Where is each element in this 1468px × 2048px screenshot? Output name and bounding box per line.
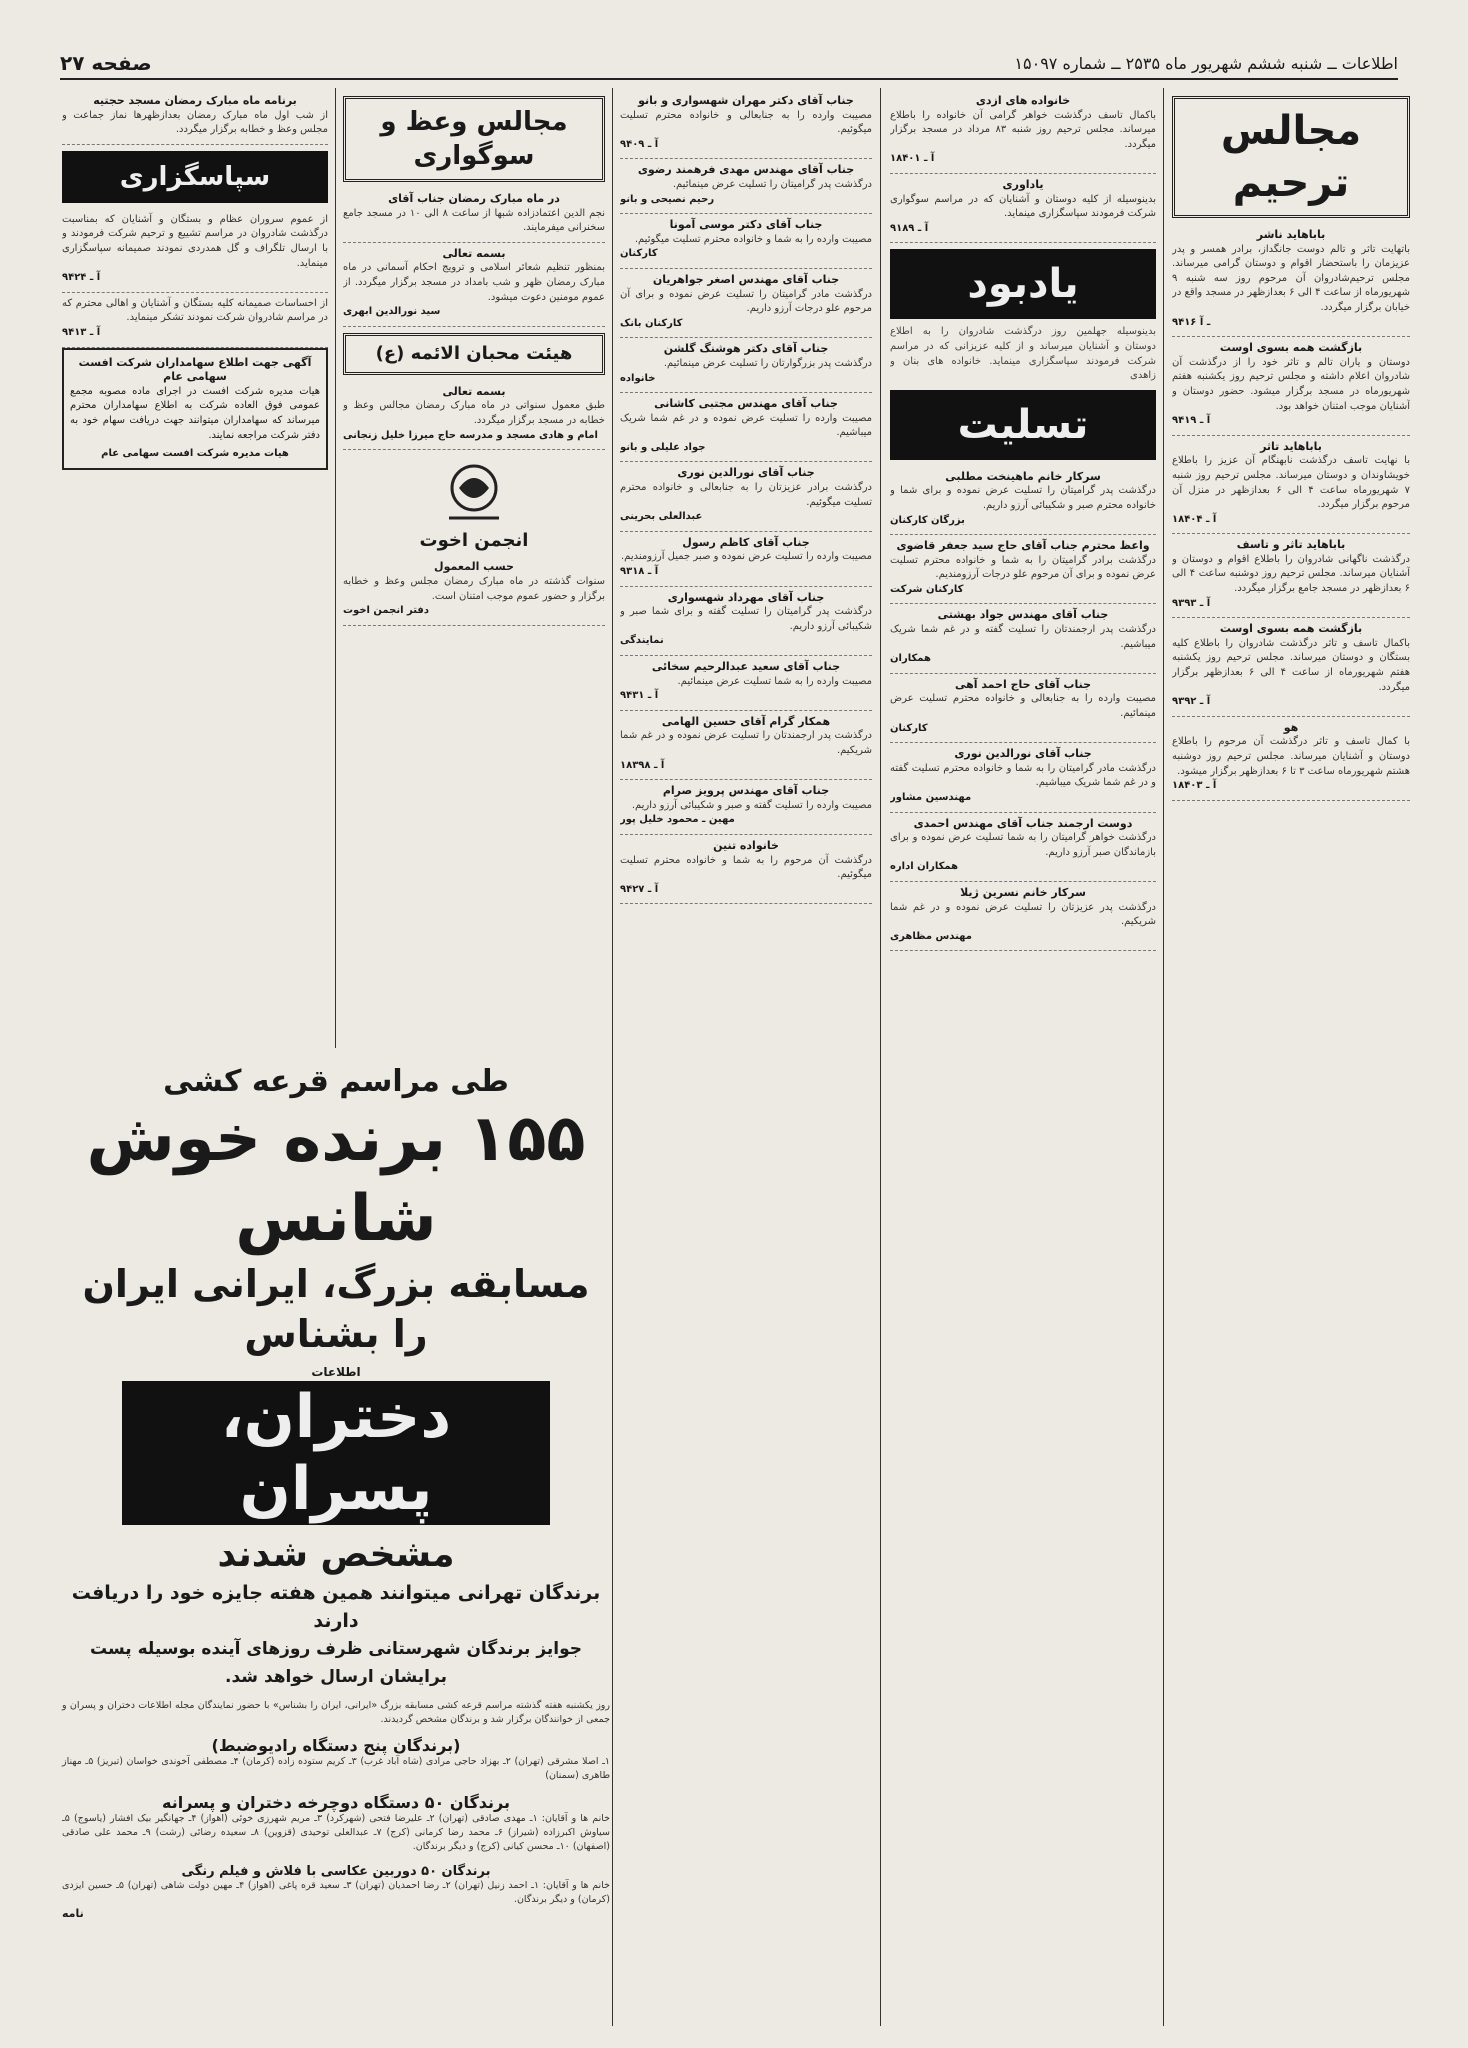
notice-ref: مهندسین مشاور — [890, 792, 972, 803]
notice — [890, 466, 1156, 535]
notice-title: جناب آقای کاظم رسول — [682, 535, 810, 549]
column-condolences — [620, 90, 872, 2028]
notice-ref: کارکنان — [890, 722, 928, 734]
notice-ref: آ ـ ۹۳۹۲ — [1172, 696, 1211, 708]
notice-body: درگذشت مادر گرامیتان را تسلیت عرض نموده و برای آن مرحوم علو درجات آرزو داریم. — [620, 288, 872, 315]
notice — [620, 780, 872, 835]
notice-ref: بزرگان کارکنان — [890, 514, 965, 526]
masthead: اطلاعات ــ شنبه ششم شهریور ماه ۲۵۳۵ ــ شماره ۱۵۰۹۷ — [1014, 53, 1398, 73]
notice — [620, 532, 872, 587]
notice-title: همکار گرام آقای حسین الهامی — [661, 714, 831, 728]
notice-body: درگذشت خواهر گرامیتان را به شما تسلیت عرض نموده و برای بازماندگان صبر آرزو داریم. — [890, 832, 1156, 858]
notice — [343, 188, 605, 243]
notice-body: مصیبت وارده را به جنابعالی و خانواده محترم تسلیت عرض مینمائیم. — [890, 693, 1156, 720]
notice-body: باتهایت تاثر و تالم دوست جانگداز، برادر همسر و پدر عزیزمان را باستحضار اقوام و دوستان گرامی میرساند. مجلس ترحیم‌شادروان آن مرحوم روز سه شنبه ۹ شهریورماه از ساعت ۴ الی ۶ بعدازظهر در مسجد واقع در خیابان برگزار میگردد. — [1172, 243, 1410, 313]
notice-body: درگذشت ناگهانی شادروان را باطلاع اقوام و دوستان و آشنایان میرساند. مجلس ترحیم روز دوشنبه ساعت ۴ الی ۶ بعدازظهر در مسجد جامع برگزار میگردد. — [1172, 553, 1410, 595]
notice — [1172, 436, 1410, 535]
ad-headline: ۱۵۵ برنده خوش شانس — [86, 1102, 586, 1256]
taslit-notices — [890, 466, 1156, 952]
notice-ref: آ ـ ۹۴۰۹ — [620, 138, 659, 150]
column-rule — [1163, 88, 1164, 2026]
notice-title: جناب آقای مهندس مهدی فرهمند رضوی — [637, 163, 855, 177]
sepas-notice-1: از عموم سروران عظام و بستگان و آشنایان که بمناسبت درگذشت شادروان در مراسم تشییع و ترحیم شرکت فرمودند و با ارسال تلگراف و گل همدردی نمودند صمیمانه سپاسگزاری مینماید. آ ـ ۹۴۲۴ — [62, 209, 328, 293]
page-number: صفحه ۲۷ — [60, 51, 152, 75]
notice — [1172, 224, 1410, 337]
notice-body: درگذشت برادر عزیزتان را به جنابعالی و خانواده محترم تسلیت میگوئیم. — [620, 482, 872, 508]
notice — [620, 90, 872, 159]
hayat-notices — [343, 381, 605, 450]
notice-title: خانواده تنین — [713, 838, 779, 852]
lottery-ad — [62, 1060, 610, 1975]
ad-line-7: برندگان تهرانی میتوانند همین هفته جایزه خود را دریافت دارند — [71, 1582, 601, 1632]
notice-title: دوست ارجمند جناب آقای مهندس احمدی — [913, 816, 1133, 830]
notice-body: مصیبت وارده را به جنابعالی و خانواده محترم تسلیت میگوئیم. — [620, 109, 872, 136]
notice-body: سنوات گذشته در ماه مبارک رمضان مجلس وعظ و خطابه برگزار و حضور عموم موجب امتنان است. — [343, 575, 605, 602]
ad-line-1: طی مراسم قرعه کشی — [163, 1064, 509, 1099]
winners-list-1: ۱ـ اصلا مشرقی (تهران) ۲ـ بهزاد حاجی مرادی (شاه آباد غرب) ۳ـ کریم ستوده زاده (کرمان) ۴ـ مصطفی آخوندی خواسان (تبریز) ۵ـ مهناز طاهری (سمنان) — [62, 1756, 611, 1781]
notice-title: حسب المعمول — [434, 560, 514, 574]
notice-ref: آ ـ ۹۴۳۱ — [620, 690, 659, 702]
notice — [1172, 717, 1410, 801]
notice-body: باکمال تاسف درگذشت خواهر گرامی آن خانواده را باطلاع میرساند. مجلس ترحیم روز شنبه ۸۳ مرداد در مسجد برگزار میگردد. — [890, 109, 1156, 150]
notice-body: مصیبت وارده را تسلیت عرض نموده و در غم شما شریک میباشیم. — [620, 412, 872, 439]
notice-title: بازگشت همه بسوی اوست — [1219, 341, 1363, 355]
anjoman-emblem — [343, 458, 605, 551]
notice-ref: آ ـ ۹۳۱۸ — [620, 566, 659, 578]
ad-brand: اطلاعات — [311, 1365, 361, 1379]
notice-ref: آ ـ ۹۴۱۹ — [1172, 415, 1211, 427]
condolence-notices — [620, 90, 872, 904]
notice-ref: جواد علیلی و بانو — [620, 441, 706, 453]
notice-title: واعظ محترم جناب آقای حاج سید جعفر قاضوی — [896, 539, 1150, 553]
notice-title: در ماه مبارک رمضان جناب آقای — [388, 192, 560, 205]
notice — [890, 882, 1156, 951]
column-rule — [335, 88, 336, 1048]
notice-ref: آ ـ ۱۸۳۹۸ — [620, 759, 665, 771]
notice-title: جناب آقای مهندس اصغر جواهریان — [652, 272, 840, 286]
ad-ref: نامه — [62, 1907, 84, 1920]
notice — [1172, 337, 1410, 436]
winners-list-2: خانم ها و آقایان: ۱ـ مهدی صادقی (تهران) ۲ـ علیرضا فتحی (شهرکرد) ۳ـ مریم شهرزی خوئی (اهواز) ۴ـ جهانگیر بیک افشار (یاسوج) ۵ـ سیاوش اکبرزاده (شیراز) ۶ـ محمد رضا کرمانی (کرج) ۷ـ عبدالعلی توحیدی (قزوین) ۸ـ سعیده رضائی (رشت) ۹ـ محمد علی صادقی (اصفهان) ۱۰ـ محسن کیانی (کرج) و دیگر برندگان. — [62, 1813, 611, 1852]
top-notices — [890, 90, 1156, 243]
notice-body: درگذشت پدر گرامیتان را تسلیت عرض نموده و برای شما و خانواده محترم صبر و شکیبائی آرزو داریم. — [890, 485, 1156, 511]
notice-ref: آ ـ ۱۸۴۰۴ — [1172, 513, 1217, 525]
notice-title: بسمه تعالی — [442, 384, 506, 398]
notice — [620, 711, 872, 780]
yadbud-text: بدینوسیله جهلمین روز درگذشت شادروان را به اطلاع دوستان و آشنایان میرساند و از کلیه عزیزانی که در مراسم شرکت فرمودند سپاسگزاری مینماید. خانواده های بنان و زاهدی — [890, 326, 1156, 382]
notice — [890, 174, 1156, 243]
notice-body: دوستان و یاران تالم و تاثر خود را از درگذشت آن شادروان اعلام داشته و مجلس ترحیم روز یکشنبه هفتم شهریورماه در مسجد برگزار میشود. حضور دوستان و آشنایان موجب امتنان خواهد بود. — [1172, 356, 1410, 412]
page-header — [60, 48, 1398, 80]
notice-title: جناب آقای مهندس جواد بهشتی — [937, 608, 1109, 622]
section-title-vaz: مجالس وعظ و سوگواری — [343, 96, 605, 182]
notice — [343, 556, 605, 625]
column-rule — [880, 88, 881, 2026]
anjoman-notices — [343, 556, 605, 625]
notice — [343, 243, 605, 327]
notice-body: مصیبت وارده را به شما تسلیت عرض مینمائیم. — [677, 675, 872, 687]
notice — [620, 159, 872, 214]
notice-body: مصیبت وارده را به شما و خانواده محترم تسلیت میگوئیم. — [634, 233, 872, 245]
notice-ref: ۹۴۱۶ ـ آ — [1172, 316, 1211, 328]
notice-ref: سید نورالدین ابهری — [343, 306, 441, 318]
notice-ref: دفتر انجمن اخوت — [343, 605, 429, 617]
notice-title: جناب آقای مهندس پرویز صرام — [662, 784, 830, 798]
notice-ref: آ ـ ۹۳۹۳ — [1172, 597, 1211, 609]
shareholders-notice: آگهی جهت اطلاع سهامداران شرکت افست سهامی عام هیات مدیره شرکت افست در اجرای ماده مصوبه مجمع عمومی فوق العاده شرکت به اطلاع سهامداران محترم میرساند که سهامداران میتوانند جهت دریافت سهام خود به دفتر شرکت مراجعه نمایند. هیات مدیره شرکت افست سهامی عام — [62, 348, 328, 470]
notice — [620, 587, 872, 656]
notice-title: جناب آقای نورالدین نوری — [954, 747, 1092, 761]
column-rule — [612, 88, 613, 2026]
notice-title: بازگشت همه بسوی اوست — [1219, 622, 1363, 636]
notice-body: با کمال تاسف و تاثر درگذشت آن مرحوم را باطلاع دوستان و آشنایان میرساند. مجلس ترحیم روز دوشنبه هشتم شهریورماه ساعت ۳ تا ۶ بعدازظهر برگزار میشود. — [1172, 736, 1410, 777]
notice-ref: امام و هادی مسجد و مدرسه حاج میرزا خلیل زنجانی — [343, 429, 598, 441]
column-sepas — [62, 90, 328, 1048]
section-title-hayat: هیئت محبان الائمه (ع) — [343, 333, 605, 375]
section-title-taslit: تسلیت — [890, 390, 1156, 460]
notice — [1172, 618, 1410, 717]
emblem-icon — [429, 458, 519, 528]
notice-title: جناب آقای مهندس مجتبی کاشانی — [654, 397, 838, 411]
notice-ref: همکاران — [890, 653, 931, 665]
sepas-notice-2: از احساسات صمیمانه کلیه بستگان و آشنایان و اهالی محترم که در مراسم شادروان شرکت نمودند تشکر مینماید. آ ـ ۹۴۱۳ — [62, 293, 328, 348]
section-title-yadbud: یادبود — [890, 249, 1156, 319]
notice-body: با نهایت تاسف درگذشت نابهنگام آن عزیز را باطلاع خویشاوندان و دوستان میرساند. مجلس ترحیم روز شنبه ۷ شهریورماه ساعت ۴ الی ۶ بعدازظهر در منزل آن مرحوم برگزار میگردد. — [1172, 455, 1410, 511]
notice-body: درگذشت پدر ارجمندتان را تسلیت گفته و در غم شما شریک میباشیم. — [890, 624, 1156, 650]
notice-title: باباهاید تاثر — [1260, 439, 1322, 453]
notice-title: هو — [1283, 720, 1299, 734]
notice-ref: مهندس مظاهری — [890, 930, 972, 942]
notice-title: جناب آقای سعید عبدالرحیم سخائی — [651, 660, 841, 673]
notice-title: خانواده های ازدی — [975, 94, 1071, 107]
notice-body: درگذشت پدر گرامیتان را تسلیت عرض مینمائیم. — [672, 178, 872, 190]
ad-contest-title: مسابقه بزرگ، ایرانی ایران را بشناس — [82, 1262, 590, 1356]
notice — [890, 813, 1156, 882]
ad-magazine: دختران، پسران — [122, 1381, 550, 1525]
notice — [620, 393, 872, 462]
column-vaz — [343, 90, 605, 1048]
winners-list-3: خانم ها و آقایان: ۱ـ احمد زنیل (تهران) ۲ـ رضا احمدیان (تهران) ۳ـ سعید قره پاغی (اهواز) ۴ـ مهین دولت شاهی (تهران) ۵ـ حسین ایزدی (کرمان) و دیگر برندگان. — [62, 1880, 610, 1905]
ad-line-6: مشخص شدند — [217, 1534, 455, 1575]
notice-ref: کارکنان شرکت — [890, 583, 964, 595]
ad-sub-1: (برندگان پنج دستگاه رادیوضبط) — [211, 1736, 461, 1755]
notice — [890, 535, 1156, 604]
notice-body: درگذشت پدر گرامیتان را تسلیت گفته و برای شما صبر و شکیبائی آرزو داریم. — [620, 606, 872, 632]
ad-body: روز یکشنبه هفته گذشته مراسم قرعه کشی مسابقه بزرگ «ایرانی، ایران را بشناس» با حضور نمایندگان مجله اطلاعات دختران و پسران و جمعی از خوانندگان برگزار شد و برندگان مشخص گردیدند. — [62, 1700, 610, 1725]
column-yadbud-taslit — [890, 90, 1156, 2028]
notice-title: جناب آقای مهرداد شهسواری — [667, 590, 825, 604]
notice-ref: خانواده — [620, 372, 656, 384]
notice-ref: کارکنان — [620, 248, 658, 260]
notice — [1172, 534, 1410, 618]
vaz-notices — [343, 188, 605, 327]
notice — [620, 835, 872, 904]
notice-body: طبق معمول سنواتی در ماه مبارک رمضان مجالس وعظ و خطابه در مسجد برگزار میگردد. — [343, 400, 605, 426]
notice-body: درگذشت پدر ارجمندتان را تسلیت عرض نموده و در غم شما شریکیم. — [620, 730, 872, 756]
notice-body: مصیبت وارده را تسلیت گفته و صبر و شکیبائی آرزو داریم. — [631, 799, 872, 811]
notice — [890, 674, 1156, 743]
mosque-program: برنامه ماه مبارک رمضان مسجد حجتیه از شب اول ماه مبارک رمضان بعدازظهرها نماز جماعت و مجلس وعظ و خطابه برگزار میگردد. — [62, 90, 328, 145]
notice-title: جناب آقای نورالدین نوری — [677, 466, 815, 480]
ad-sub-3: برندگان ۵۰ دوربین عکاسی با فلاش و فیلم رنگی — [181, 1864, 491, 1879]
notice-ref: آ ـ ۱۸۴۰۱ — [890, 153, 935, 165]
section-title-tarhim: مجالس ترحیم — [1172, 96, 1410, 218]
notice-ref: رحیم نصیحی و بانو — [620, 193, 715, 205]
notice-ref: کارکنان بانک — [620, 317, 683, 329]
notice-body: درگذشت پدر بزرگوارتان را تسلیت عرض مینمائیم. — [663, 357, 872, 369]
column-tarhim — [1172, 90, 1410, 2028]
notice-body: مصیبت وارده را تسلیت عرض نموده و صبر جمیل آرزومندیم. — [621, 551, 872, 563]
notice — [620, 214, 872, 269]
notice-title: جناب آقای دکتر موسی آمونا — [669, 218, 823, 232]
notice-title: جناب آقای دکتر مهران شهسواری و بانو — [638, 94, 854, 107]
notice-body: نجم الدین اعتمادزاده شبها از ساعت ۸ الی ۱۰ در مسجد جامع سخنرانی میفرمایند. — [343, 207, 605, 234]
notice-title: باباهاید تاثر و تاسف — [1236, 538, 1346, 552]
notice — [620, 269, 872, 338]
notice-body: درگذشت برادر گرامیتان را به شما و خانواده محترم تسلیت عرض نموده و برای آن مرحوم علو درجات آرزومندیم. — [890, 554, 1156, 581]
notice-ref: آ ـ ۹۴۲۷ — [620, 883, 659, 895]
notice — [890, 90, 1156, 174]
notice — [343, 381, 605, 450]
notice-body: درگذشت مادر گرامیتان را به شما و خانواده محترم تسلیت گفته و در غم شما شریک میباشیم. — [890, 762, 1156, 789]
notice-ref: مهین ـ محمود خلیل پور — [620, 814, 735, 826]
anjoman-title: انجمن اخوت — [419, 529, 529, 551]
ad-line-8: جوایز برندگان شهرستانی ظرف روزهای آینده بوسیله پست برایشان ارسال خواهد شد. — [89, 1639, 583, 1687]
notice-ref: همکاران اداره — [890, 861, 959, 873]
notice-body: باکمال تاسف و تاثر درگذشت شادروان را باطلاع کلیه بستگان و دوستان میرساند. مجلس ترحیم روز یکشنبه هفتم شهریورماه از ساعت ۴ الی ۶ بعدازظهر برگزار میگردد. — [1172, 637, 1410, 693]
notice-body: بمنظور تنظیم شعائر اسلامی و ترویج احکام آسمانی در ماه مبارک رمضان ظهر و شب بامداد در مسجد برگزار میگردد. از عموم مومنین دعوت میشود. — [343, 262, 605, 303]
notice-title: جناب آقای دکتر هوشنگ گلشن — [663, 342, 829, 356]
notice-body: درگذشت آن مرحوم را به شما و خانواده محترم تسلیت میگوئیم. — [620, 854, 872, 881]
notice — [620, 462, 872, 531]
notice-title: سرکار خانم ماهینخت مطلبی — [945, 469, 1101, 483]
notice — [620, 338, 872, 393]
notice-ref: نمایندگی — [620, 635, 664, 647]
notice-body: درگذشت پدر عزیزتان را تسلیت عرض نموده و در غم شما شریکیم. — [890, 901, 1156, 928]
notice-ref: آ ـ ۹۱۸۹ — [890, 222, 929, 234]
notice — [890, 604, 1156, 673]
notice-body: بدینوسیله از کلیه دوستان و آشنایان که در مراسم سوگواری شرکت فرمودند سپاسگزاری مینماید. — [890, 193, 1156, 220]
notice-ref: عبدالعلی بحرینی — [620, 511, 703, 523]
notice-title: جناب آقای حاج احمد آهی — [954, 677, 1092, 691]
notice-title: بسمه تعالی — [442, 246, 506, 260]
notice-title: یاداوری — [1002, 177, 1044, 191]
notice — [890, 743, 1156, 812]
notice — [620, 656, 872, 711]
notice-title: سرکار خانم نسرین ژیلا — [960, 885, 1086, 899]
section-title-sepas: سپاسگزاری — [62, 151, 328, 203]
notice-ref: آ ـ ۱۸۴۰۳ — [1172, 780, 1217, 792]
ad-sub-2: برندگان ۵۰ دستگاه دوچرخه دختران و پسرانه — [162, 1793, 510, 1812]
notice-title: باباهاید ناشر — [1256, 228, 1326, 241]
tarhim-notices — [1172, 224, 1410, 801]
